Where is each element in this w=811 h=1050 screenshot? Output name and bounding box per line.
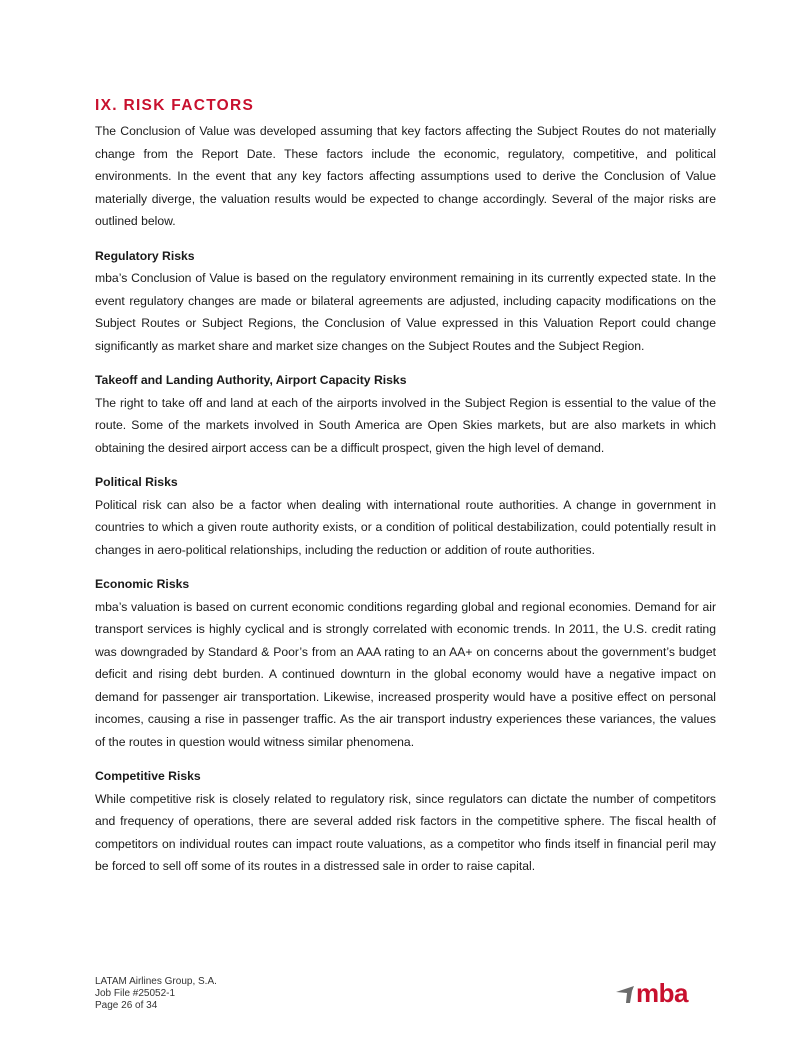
subsection-text-regulatory: mba’s Conclusion of Value is based on the regulatory environment remaining in its currently expected state. In the event regulatory changes are made or bilateral agreements are adjusted, including capacity modifications on the Subject Routes or Subject Regions, the Conclusion of Value expressed in this Valuation Report could change significantly as market share and market size changes on the Subject Routes and the Subject Region. <box>95 271 716 353</box>
logo-text: mba <box>636 978 688 1006</box>
subsection-heading-takeoff-landing: Takeoff and Landing Authority, Airport Capacity Risks <box>95 373 407 387</box>
intro-paragraph: The Conclusion of Value was developed assuming that key factors affecting the Subject Routes do not materially change from the Report Date. These factors include the economic, regulatory, competitive, and political environments. In the event that any key factors affecting assumptions used to derive the Conclusion of Value materially diverge, the valuation results would be expected to change accordingly. Several of the major risks are outlined below. <box>95 124 716 228</box>
footer-page-number: Page 26 of 34 <box>95 1000 158 1011</box>
subsection-heading-regulatory: Regulatory Risks <box>95 248 195 263</box>
footer-company: LATAM Airlines Group, S.A. <box>95 976 217 987</box>
logo-swoosh <box>616 986 634 1003</box>
footer-job-file: Job File #25052-1 <box>95 988 176 999</box>
subsection-heading-economic: Economic Risks <box>95 577 190 591</box>
section-title: IX. RISK FACTORS <box>95 97 255 114</box>
subsection-heading-competitive: Competitive Risks <box>95 769 201 783</box>
subsection-heading-political: Political Risks <box>95 475 178 489</box>
subsection-text-competitive: While competitive risk is closely related to regulatory risk, since regulators can dictate the number of competitors and frequency of operations, there are several added risk factors in the competitive sphere. The fiscal health of competitors on individual routes can impact route valuations, as a competitor who finds itself in financial peril may be forced to sell off some of its routes in a distressed sale in order to raise capital. <box>95 791 716 873</box>
footer <box>95 976 217 1012</box>
mba-logo <box>614 978 706 1006</box>
subsection-text-takeoff-landing: The right to take off and land at each of the airports involved in the Subject Region is essential to the value of the route. Some of the markets involved in South America are Open Skies markets, but are also markets in which obtaining the desired airport access can be a difficult prospect, given the high level of demand. <box>95 395 716 455</box>
subsection-text-economic: mba’s valuation is based on current economic conditions regarding global and regional economies. Demand for air transport services is highly cyclical and is strongly correlated with economic trends. In 2011, the U.S. credit rating was downgraded by Standard & Poor’s from an AAA rating to an AA+ on concerns about the government’s budget deficit and rising debt burden. A continued downturn in the global economy would have a negative impact on demand for passenger air transportation. Likewise, increased prosperity would have a positive effect on personal incomes, causing a rise in passenger traffic. As the air transport industry experiences these variances, the values of the routes in question would witness similar phenomena. <box>95 599 716 749</box>
page-body <box>95 96 716 878</box>
subsection-text-political: Political risk can also be a factor when dealing with international route authorities. A change in government in countries to which a given route authority exists, or a condition of political destabilization, could potentially result in changes in aero-political relationships, including the reduction or addition of route authorities. <box>95 497 716 557</box>
